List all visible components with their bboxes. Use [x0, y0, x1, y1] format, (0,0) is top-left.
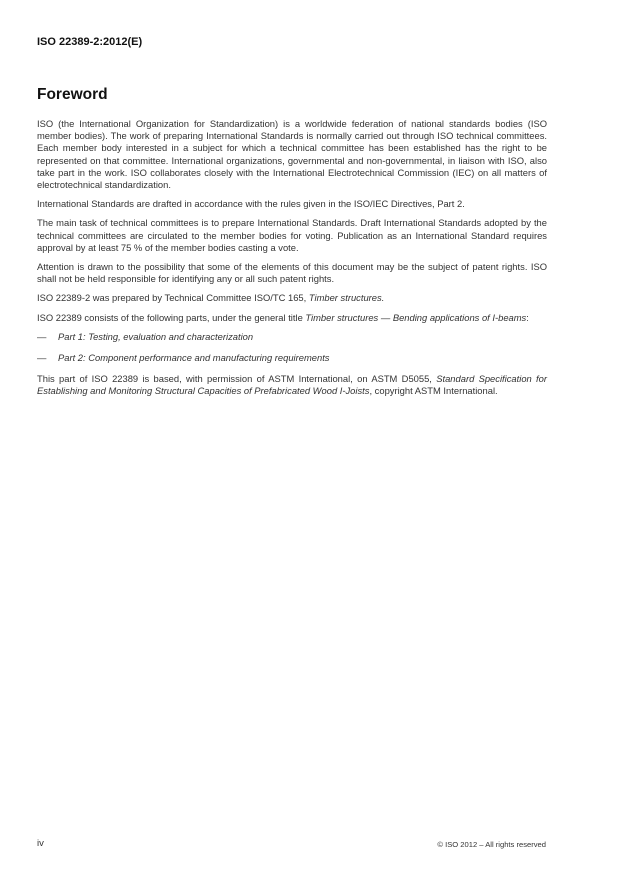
astm-basis-suffix: , copyright ASTM International. — [369, 385, 498, 397]
list-dash: — — [37, 330, 47, 342]
paragraph-astm-basis — [37, 373, 547, 397]
parts-intro-suffix: : — [526, 311, 529, 323]
paragraph-parts-intro — [37, 312, 547, 324]
part-2-title: Part 2: Component performance and manufacturing requirements — [58, 352, 330, 364]
astm-standard-title: Standard Specification for Establishing and Monitoring Structural Capacities of Prefabricated Wood I-Joists — [37, 373, 548, 397]
page-number: iv — [37, 838, 44, 849]
general-title: Timber structures — Bending applications of I-beams — [305, 311, 527, 323]
parts-intro-text: ISO 22389 consists of the following parts, under the general title — [37, 311, 306, 323]
paragraph-directives: International Standards are drafted in accordance with the rules given in the ISO/IEC Directives, Part 2. — [37, 198, 465, 210]
astm-basis-text: This part of ISO 22389 is based, with permission of ASTM International, on ASTM D5055, — [37, 373, 437, 385]
paragraph-prepared-by — [37, 292, 547, 304]
committee-title: Timber structures. — [308, 292, 385, 304]
part-1-title: Part 1: Testing, evaluation and characterization — [58, 330, 254, 342]
paragraph-main-task: The main task of technical committees is to prepare International Standards. Draft International Standards adopted by the technical committees are circulated to the member bodies for voting. Publication as an International Standard requires approval by at least 75 % of the member bodies casting a vote. — [37, 217, 547, 253]
list-item-part-2 — [37, 352, 547, 364]
paragraph-patent-rights: Attention is drawn to the possibility that some of the elements of this document may be the subject of patent rights. ISO shall not be held responsible for identifying any or all such patent rights. — [37, 261, 547, 285]
document-id: ISO 22389-2:2012(E) — [37, 36, 143, 48]
list-item-part-1 — [37, 331, 547, 343]
copyright-notice: © ISO 2012 – All rights reserved — [437, 840, 546, 849]
prepared-by-text: ISO 22389-2 was prepared by Technical Committee ISO/TC 165, — [37, 292, 309, 304]
paragraph-iso-intro: ISO (the International Organization for Standardization) is a worldwide federation of national standards bodies (ISO member bodies). The work of preparing International Standards is normally carried out through ISO technical committees. Each member body interested in a subject for which a technical committee has been established has the right to be represented on that committee. International organizations, governmental and non-governmental, in liaison with ISO, also take part in the work. ISO collaborates closely with the International Electrotechnical Commission (IEC) on all matters of electrotechnical standardization. — [37, 118, 547, 191]
list-dash: — — [37, 352, 47, 364]
foreword-body — [37, 118, 547, 405]
page-title: Foreword — [37, 86, 108, 103]
